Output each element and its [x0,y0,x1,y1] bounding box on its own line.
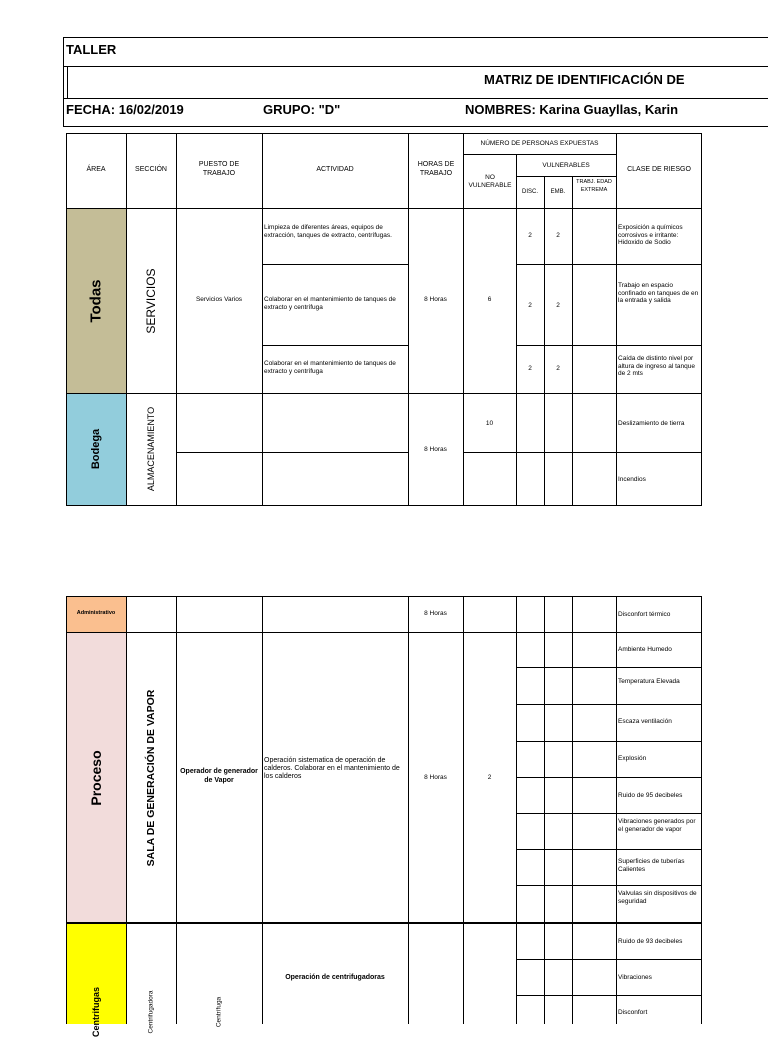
disc-3: 2 [528,365,532,372]
seccion-centrifugadora: Centrifugadora [147,990,155,1034]
area-bodega: Bodega [90,428,102,470]
fecha-label: FECHA: 16/02/2019 [66,102,184,117]
area-centrifugas: Centrifugas [91,986,101,1037]
riesgo-bodega-1: Deslizamiento de tierra [618,420,685,427]
riesgo-1: Exposición a químicos corrosivos e irritante: Hidoxido de Sodio [618,224,683,247]
col-trab-edad: TRABJ. EDAD EXTREMA [576,179,612,193]
riesgo-proceso-8: Valvulas sin dispositivos de seguridad [618,890,697,905]
no-vulnerable-todas: 6 [487,296,492,303]
emb-1: 2 [556,232,560,239]
horas-administrativo: 8 Horas [424,610,447,617]
disc-1: 2 [528,232,532,239]
seccion-almacenamiento: ALMACENAMIENTO [146,406,156,492]
disc-2: 2 [528,302,532,309]
area-proceso: Proceso [88,750,104,806]
riesgo-2: Trabajo en espacio confinado en tanques de en la entrada y salida [618,282,699,305]
col-area: ÁREA [86,166,106,173]
riesgo-proceso-7: Superficies de tuberías Calientes [618,858,685,873]
col-horas: HORAS DE TRABAJO [417,161,455,177]
col-seccion: SECCIÓN [135,166,167,173]
puesto-servicios: Servicios Varios [195,296,243,303]
col-disc: DISC. [521,189,538,195]
emb-3: 2 [556,365,560,372]
riesgo-proceso-1: Ambiente Humedo [618,646,672,653]
puesto-operador: Operador de generador de Vapor [180,768,258,784]
no-vulnerable-proceso: 2 [487,774,492,781]
riesgo-centrifugas-2: Vibraciones [618,974,652,981]
riesgo-proceso-6: Vibraciones generados por el generador de vapor [618,818,696,833]
no-vulnerable-bodega: 10 [485,420,494,427]
riesgo-bodega-2: Incendios [618,476,646,483]
riesgo-centrifugas-3: Disconfort [618,1009,648,1016]
seccion-sala-vapor: SALA DE GENERACIÓN DE VAPOR [145,689,157,867]
riesgo-administrativo: Disconfort térmico [618,611,671,618]
riesgo-centrifugas-1: Ruido de 93 decibeles [618,938,683,945]
emb-2: 2 [556,302,560,309]
riesgo-proceso-4: Explosión [618,755,647,762]
actividad-2: Colaborar en el mantenimiento de tanques de extracto y centrífuga [264,296,396,311]
col-expuestas: NÚMERO DE PERSONAS EXPUESTAS [480,140,599,147]
grupo-label: GRUPO: "D" [263,102,341,117]
horas-proceso: 8 Horas [424,774,447,781]
nombres-label: NOMBRES: Karina Guayllas, Karin [465,102,679,117]
riesgo-proceso-5: Ruido de 95 decibeles [618,792,683,799]
horas-todas: 8 Horas [424,296,447,303]
col-vulnerables: VULNERABLES [542,162,590,169]
actividad-3: Colaborar en el mantenimiento de tanques de extracto y centrífuga [264,360,396,375]
area-administrativo: Administrativo [76,610,116,616]
col-no-vulnerable: NO VULNERABLE [468,174,512,189]
actividad-centrifugas: Operación de centrifugadoras [285,974,385,981]
col-actividad: ACTIVIDAD [316,166,354,173]
seccion-servicios: SERVICIOS [144,268,158,334]
col-clase: CLASE DE RIESGO [627,166,691,173]
riesgo-proceso-3: Escaza ventilación [618,718,672,725]
actividad-proceso: Operación sistematica de operación de calderos. Colaborar en el mantenimiento de los calderos [264,757,400,780]
area-todas: Todas [87,279,105,323]
matrix-title: MATRIZ DE IDENTIFICACIÓN DE [484,72,685,87]
riesgo-3: Caída de distinto nivel por altura de ingreso al tanque de 2 mts [618,355,695,378]
col-emb: EMB. [550,189,566,195]
puesto-centrifuga: Centrífuga [215,996,223,1028]
col-puesto: PUESTO DE TRABAJO [198,161,240,177]
riesgo-proceso-2: Temperatura Elevada [618,678,680,685]
taller-label: TALLER [66,42,117,57]
actividad-1: Limpieza de diferentes áreas, equipos de extracción, tanques de extracto, centrífugas. [264,224,392,239]
horas-bodega: 8 Horas [424,446,447,453]
